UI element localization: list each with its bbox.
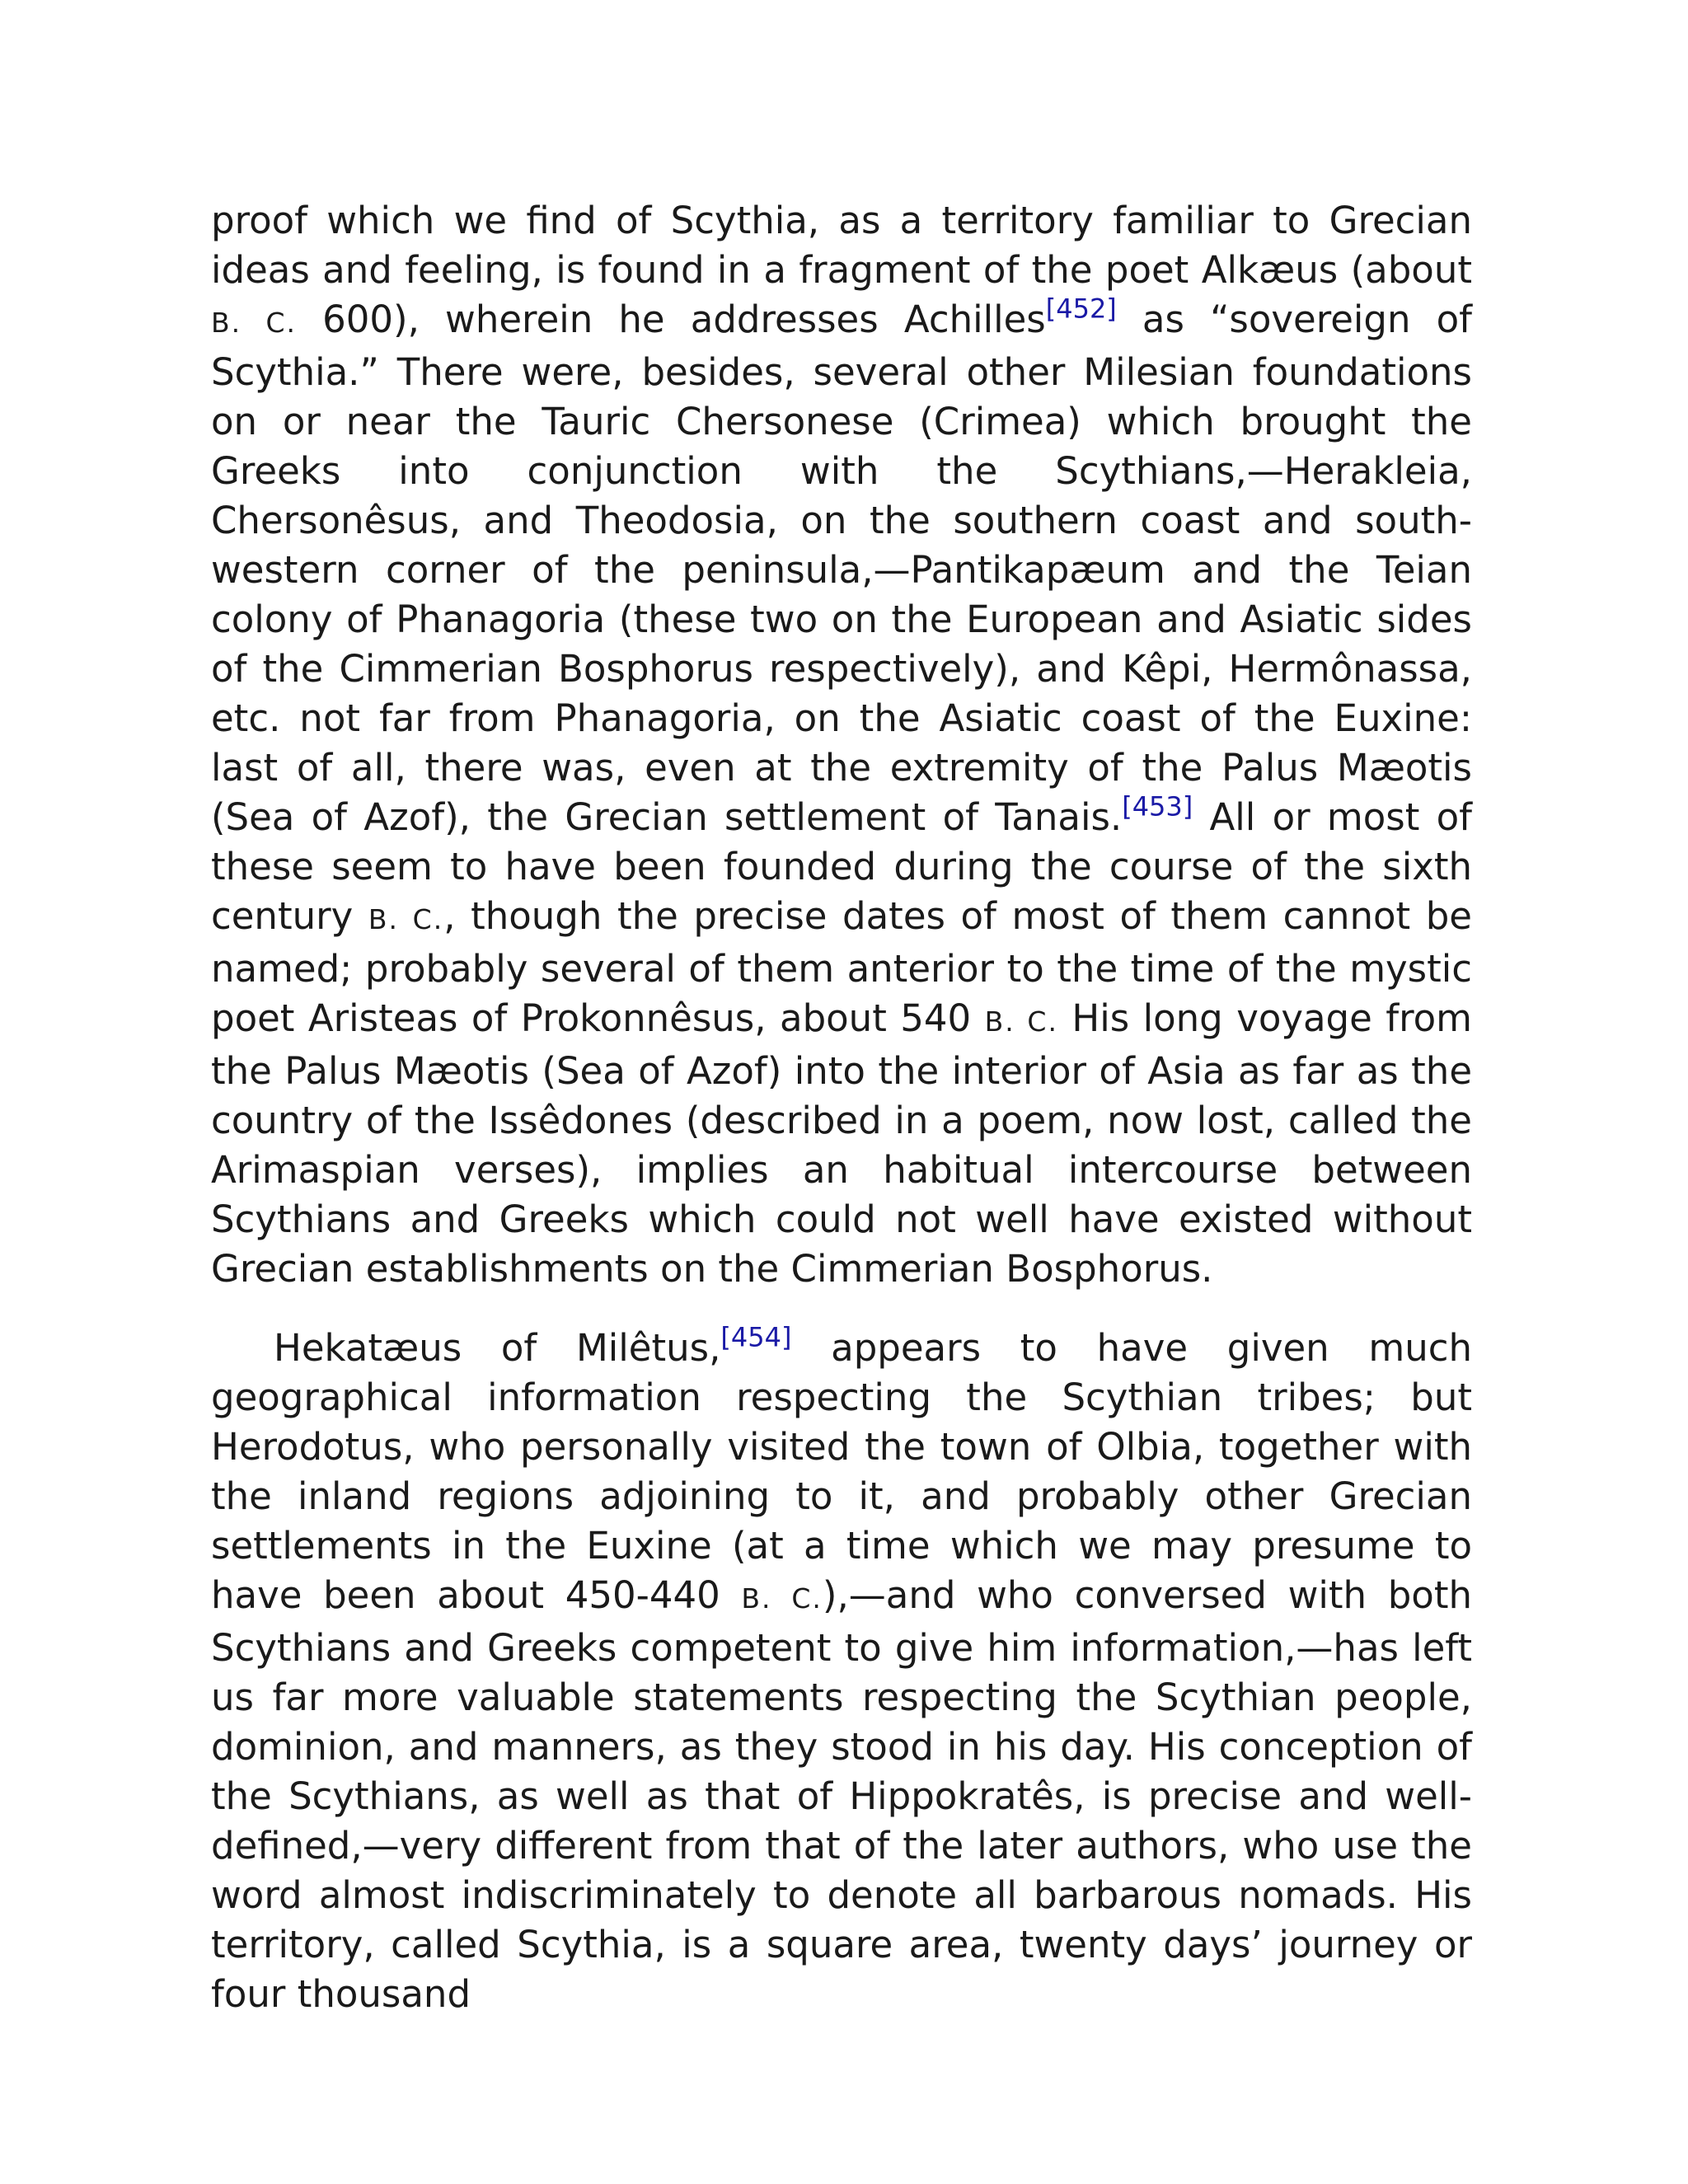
text-run: Hekatæus of Milêtus, (274, 1326, 721, 1370)
document-page (211, 196, 1472, 2019)
text-run: His long voyage from the Palus Mæotis (Sea of Azof) into the interior of Asia as far as the country of the Issêdones (described in a poem, now lost, called the Arimaspian verses), implies an habitual intercourse between Scythians and Greeks which could not well have existed without Grecian establishments on the Cimmerian Bosphorus. (211, 996, 1472, 1291)
era-abbreviation: B. C. (211, 307, 297, 339)
text-run: All or most of these seem to have been founded during the course of the sixth century (211, 795, 1472, 938)
paragraph-2 (211, 1321, 1473, 2019)
text-run: appears to have given much geographical information respecting the Scythian tribes; but Herodotus, who personally visited the town of Olbia, together with the inland regions adjoining to it, and probably other Grecian settlements in the Euxine (at a time which we may presume to have been about 450-440 (211, 1326, 1473, 1617)
text-run: as “sovereign of Scythia.” There were, besides, several other Milesian foundations on or near the Tauric Chersonese (Crimea) which brought the Greeks into conjunction with the Scythians,—Herakleia, Chersonêsus, and Theodosia, on the southern coast and south-western corner of the peninsula,—Pantikapæum and the Teian colony of Phanagoria (these two on the European and Asiatic sides of the Cimmerian Bosphorus respectively), and Kêpi, Hermônassa, etc. not far from Phanagoria, on the Asiatic coast of the Euxine: last of all, there was, even at the extremity of the Palus Mæotis (Sea of Azof), the Grecian settlement of Tanais. (211, 298, 1473, 839)
footnote-link[interactable]: [453] (1122, 790, 1193, 823)
text-run: , though the precise dates of most of them cannot be named; probably several of them anterior to the time of the mystic poet Aristeas of Prokonnêsus, about 540 (211, 894, 1472, 1040)
text-run: ),—and who conversed with both Scythians and Greeks competent to give him information,—has left us far more valuable statements respecting the Scythian people, dominion, and manners, as they stood in his day. His conception of the Scythians, as well as that of Hippokratês, is precise and well-defined,—very different from that of the later authors, who use the word almost indiscriminately to denote all barbarous nomads. His territory, called Scythia, is a square area, twenty days’ journey or four thousand (211, 1573, 1472, 2016)
paragraph-1 (211, 196, 1472, 1294)
text-run: proof which we find of Scythia, as a territory familiar to Grecian ideas and feeling, is found in a fragment of the poet Alkæus (about (211, 199, 1472, 292)
text-run: 600), wherein he addresses Achilles (297, 298, 1046, 341)
era-abbreviation: B. C. (368, 903, 444, 935)
era-abbreviation: B. C. (984, 1005, 1058, 1038)
footnote-link[interactable]: [454] (720, 1321, 792, 1353)
era-abbreviation: B. C. (741, 1582, 823, 1615)
footnote-link[interactable]: [452] (1045, 293, 1117, 325)
